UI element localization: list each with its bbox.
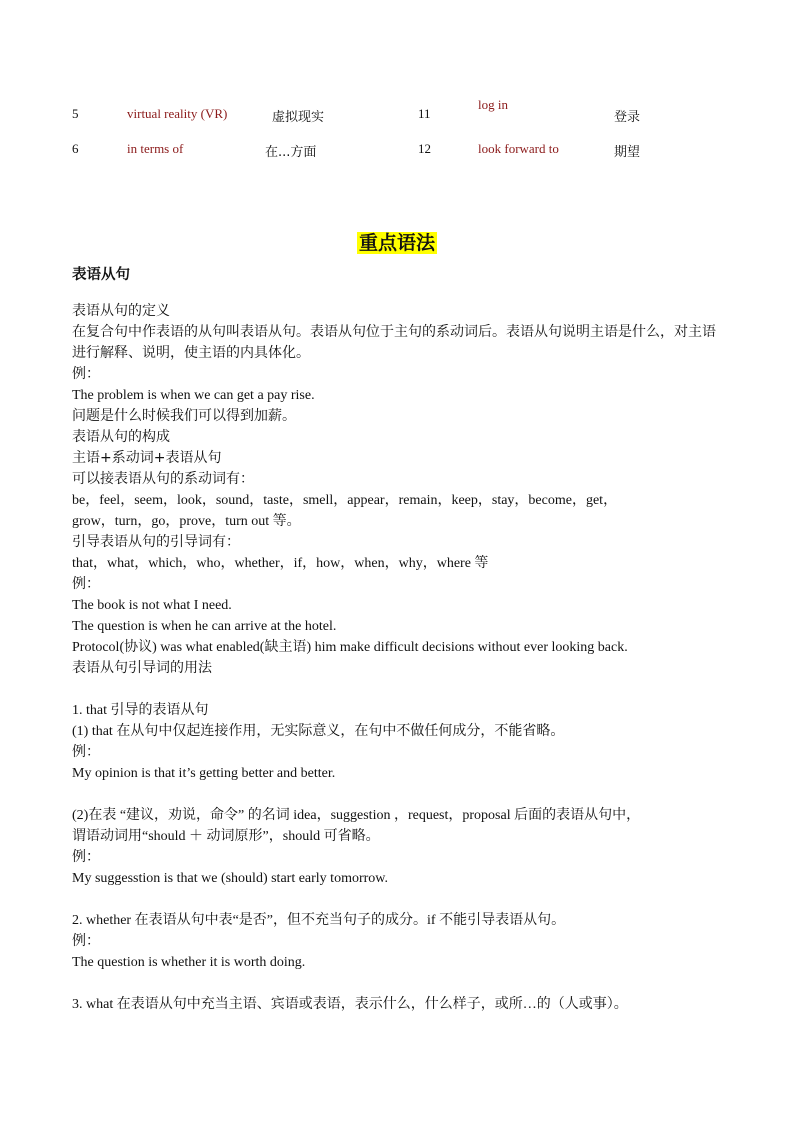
vocab-number: 6 [72,141,79,156]
blank-line [72,784,722,805]
paragraph-line: 1. that 引导的表语从句 [72,703,209,718]
grammar-body [72,301,722,1015]
section-title-text: 重点语法 [358,232,435,254]
paragraph-line: 表语从句引导词的用法 [72,660,212,676]
paragraph-line: 在复合句中作表语的从句叫表语从句。表语从句位于主句的系动词后。表语从句说明主语是什么，对主语进行解释、说明，使主语的内具体化。 [72,324,716,361]
sub-heading: 表语从句 [72,267,130,283]
example-line: My suggesstion is that we (should) start early tomorrow. [72,871,388,886]
paragraph-line: 3. what 在表语从句中充当主语、宾语或表语，表示什么，什么样子，或所…的（人或事）。 [72,997,628,1012]
paragraph-line: 表语从句的构成 [72,429,170,445]
paragraph-line: 例： [72,849,100,865]
paragraph-line: 例： [72,366,100,382]
section-title [0,228,794,255]
paragraph-line: 例： [72,744,100,760]
paragraph-line: 2. whether 在表语从句中表“是否”，但不充当句子的成分。if 不能引导表语从句。 [72,913,566,928]
vocab-english: log in [478,97,508,112]
paragraph-line: be，feel，seem，look，sound，taste，smell，appear，remain，keep，stay，become，get， [72,493,618,508]
paragraph-line: (1) that 在从句中仅起连接作用，无实际意义，在句中不做任何成分，不能省略。 [72,724,565,739]
vocab-number: 12 [418,141,431,156]
paragraph-line: 主语+系动词+表语从句 [72,450,222,466]
vocab-chinese: 虚拟现实 [272,110,325,125]
example-line: The book is not what I need. [72,598,232,613]
vocab-english: virtual reality (VR) [127,106,228,121]
vocab-row [0,141,794,165]
vocab-english: look forward to [478,141,559,156]
example-line: My opinion is that it’s getting better and better. [72,766,336,781]
blank-line [72,679,722,700]
example-line: Protocol(协议) was what enabled(缺主语) him make difficult decisions without ever looking back. [72,640,628,655]
paragraph-line: 谓语动词用“should ＋ 动词原形”，should 可省略。 [72,829,380,844]
paragraph-line: 可以接表语从句的系动词有： [72,471,254,487]
paragraph-line: 例： [72,576,100,592]
blank-line [72,889,722,910]
paragraph-line: (2)在表 “建议，劝说，命令” 的名词 idea，suggestion ，request，proposal 后面的表语从句中， [72,808,641,823]
vocab-chinese: 登录 [614,110,641,125]
paragraph-line: 例： [72,933,100,949]
blank-line [72,973,722,994]
paragraph-line: 表语从句的定义 [72,303,170,319]
paragraph-line: grow，turn，go，prove，turn out 等。 [72,514,301,529]
vocab-number: 11 [418,106,431,121]
paragraph-line: 引导表语从句的引导词有： [72,534,240,550]
paragraph-line: 问题是什么时候我们可以得到加薪。 [72,408,296,424]
vocab-chinese: 在...方面 [265,145,317,160]
example-line: The question is when he can arrive at the hotel. [72,619,337,634]
example-line: The problem is when we can get a pay rise. [72,388,315,403]
example-line: The question is whether it is worth doing. [72,955,306,970]
vocab-number: 5 [72,106,79,121]
vocab-row [0,97,794,130]
vocab-chinese: 期望 [614,145,641,160]
paragraph-line: that，what，which，who，whether，if，how，when，why，where 等 [72,556,489,571]
vocab-english: in terms of [127,141,184,156]
